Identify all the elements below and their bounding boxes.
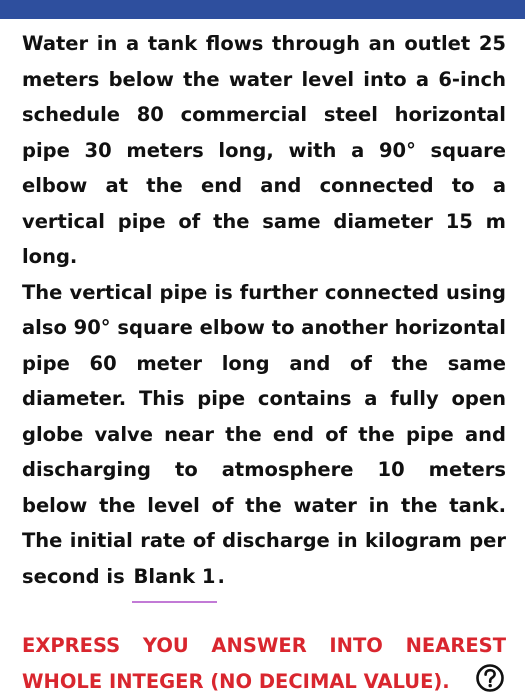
question-paragraph-2-text: The vertical pipe is further connected using also 90° square elbow to another horizontal pipe 60 meter long and of the same diameter. This pipe contains a fully open globe valve near the end of the pipe and discharging to atmosphere 10 meters below the level of the water in the tank. The initial rate of discharge in kilogram per second is — [22, 280, 506, 588]
answer-blank[interactable] — [132, 559, 218, 595]
question-paragraph-1: Water in a tank flows through an outlet 25 meters below the water level into a 6-inch schedule 80 commercial steel horizontal pipe 30 meters long, with a 90° square elbow at the end and connected to a vertical pipe of the same diameter 15 m long. — [22, 32, 506, 268]
top-bar — [0, 0, 525, 19]
answer-instruction: EXPRESS YOU ANSWER INTO NEAREST WHOLE INTEGER (NO DECIMAL VALUE). — [22, 634, 506, 693]
question-period: . — [217, 564, 225, 588]
question-paragraph-2 — [22, 275, 506, 595]
question-content — [22, 26, 506, 699]
question-circle-icon[interactable] — [475, 663, 505, 693]
answer-blank-label: Blank 1 — [133, 564, 216, 588]
